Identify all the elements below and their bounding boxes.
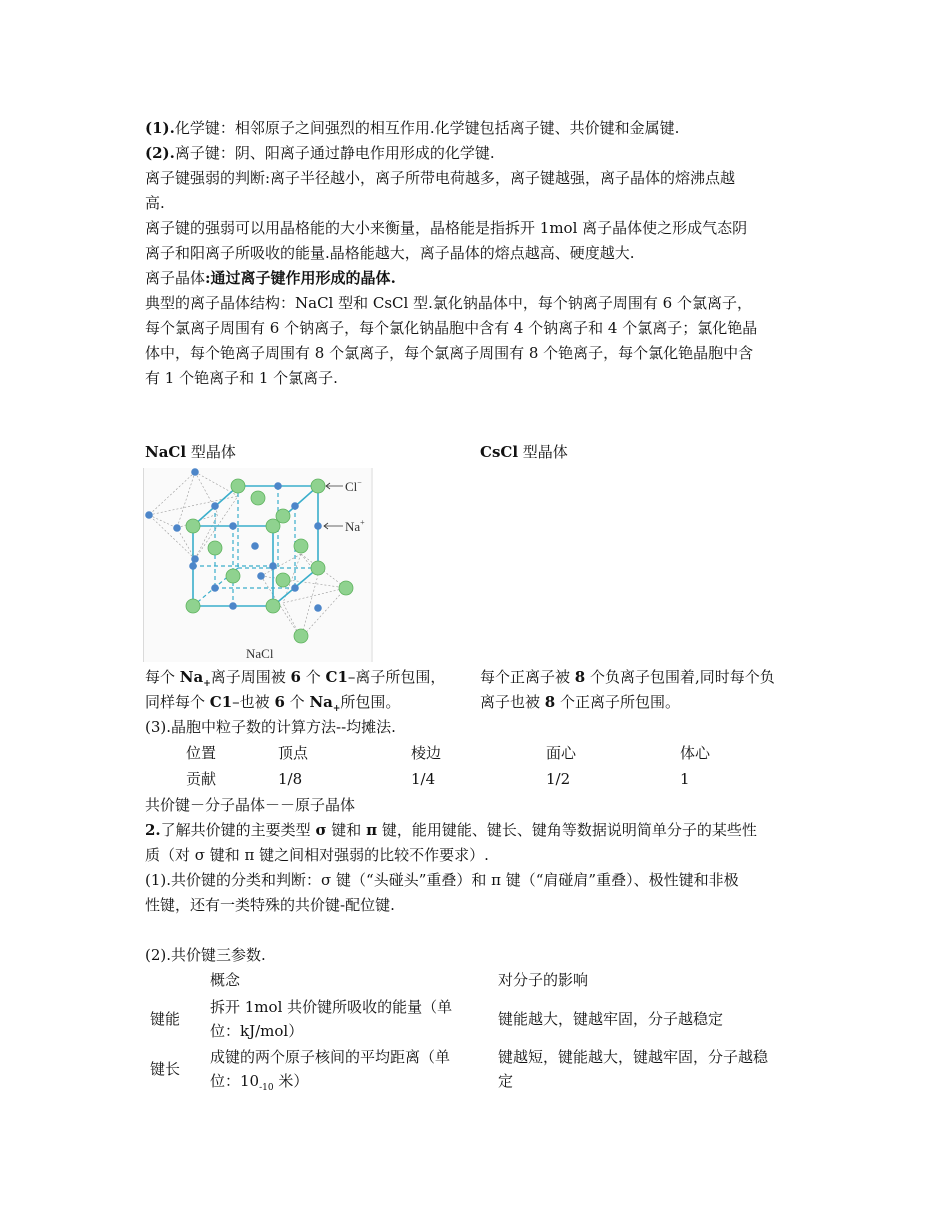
- table-header-cell: 体心: [680, 744, 711, 762]
- paragraph-lattice-energy-2: 离子和阳离子所吸收的能量.晶格能越大，离子晶体的熔点越高、硬度越大.: [145, 244, 635, 262]
- bond-length-effect-2: 定: [498, 1072, 514, 1090]
- counting-method-title: (3).晶胞中粒子数的计算方法--均摊法.: [145, 718, 396, 736]
- bond-energy-name: 键能: [150, 1010, 181, 1028]
- bond-length-concept-1: 成键的两个原子核间的平均距离（单: [210, 1048, 451, 1066]
- params-header-concept: 概念: [210, 971, 241, 989]
- table-value-cell: 1: [680, 770, 690, 788]
- paragraph-ionic-strength-1: 离子键强弱的判断:离子半径越小，离子所带电荷越多，离子键越强，离子晶体的熔沸点越: [145, 169, 736, 187]
- chloride-label: Cl−: [345, 478, 362, 494]
- nacl-header: NaCl 型晶体: [145, 443, 236, 461]
- paragraph-ionic-bond: (2).离子键：阴、阳离子通过静电作用形成的化学键.: [145, 144, 495, 162]
- sodium-label: Na+: [345, 518, 365, 534]
- paragraph-typical-structure-4: 有 1 个铯离子和 1 个氯离子.: [145, 369, 338, 387]
- nacl-structure-figure: [143, 468, 373, 662]
- bond-energy-concept-2: 位：kJ/mol）: [210, 1022, 304, 1040]
- cscl-header: CsCl 型晶体: [480, 443, 568, 461]
- nacl-caption-line-2: 同样每个 C1–也被 6 个 $Na_+$所包围。: [145, 693, 401, 714]
- table-value-cell: 1/4: [411, 770, 436, 788]
- cscl-caption-line-1: 每个正离子被 8 个负离子包围着,同时每个负: [480, 668, 775, 686]
- table-header-cell: 棱边: [411, 744, 442, 762]
- paragraph-lattice-energy-1: 离子键的强弱可以用晶格能的大小来衡量，晶格能是指拆开 1mol 离子晶体使之形成气态阴: [145, 219, 748, 237]
- nacl-caption-line-1: 每个 $Na_+$离子周围被 6 个 C1–离子所包围，: [145, 668, 446, 689]
- table-value-cell: 1/2: [546, 770, 571, 788]
- cscl-caption-line-2: 离子也被 8 个正离子所包围。: [480, 693, 680, 711]
- covalent-types-line-1: 2.了解共价键的主要类型 σ 键和 π 键，能用键能、键长、键角等数据说明简单分子的某些性: [145, 821, 757, 839]
- figure-caption: NaCl: [246, 646, 274, 661]
- paragraph-ionic-crystal: 离子晶体:通过离子键作用形成的晶体.: [145, 269, 396, 287]
- paragraph-typical-structure-1: 典型的离子晶体结构：NaCl 型和 CsCl 型.氯化钠晶体中，每个钠离子周围有 6 个氯离子，: [145, 294, 752, 312]
- table-value-cell: 1/8: [278, 770, 303, 788]
- covalent-types-line-2: 质（对 σ 键和 π 键之间相对强弱的比较不作要求）.: [145, 846, 489, 864]
- paragraph-typical-structure-3: 体中，每个铯离子周围有 8 个氯离子，每个氯离子周围有 8 个铯离子，每个氯化铯晶胞中含: [145, 344, 754, 362]
- table-value-cell: 贡献: [186, 770, 217, 788]
- paragraph-typical-structure-2: 每个氯离子周围有 6 个钠离子，每个氯化钠晶胞中含有 4 个钠离子和 4 个氯离子；氯化铯晶: [145, 319, 758, 337]
- paragraph-chemical-bond: (1).化学键：相邻原子之间强烈的相互作用.化学键包括离子键、共价键和金属键.: [145, 119, 680, 137]
- bond-energy-effect: 键能越大，键越牢固，分子越稳定: [498, 1010, 724, 1028]
- covalent-classification-1: (1).共价键的分类和判断：σ 键（“头碰头”重叠）和 π 键（“肩碰肩”重叠）、极性键和非极: [145, 871, 739, 889]
- params-header-effect: 对分子的影响: [498, 971, 589, 989]
- bond-length-effect-1: 键越短，键能越大，键越牢固，分子越稳: [498, 1048, 769, 1066]
- bond-length-name: 键长: [150, 1060, 181, 1078]
- bond-energy-concept-1: 拆开 1mol 共价键所吸收的能量（单: [210, 998, 453, 1016]
- table-header-cell: 顶点: [278, 744, 309, 762]
- table-header-cell: 面心: [546, 744, 577, 762]
- paragraph-ionic-strength-2: 高.: [145, 194, 165, 212]
- covalent-classification-2: 性键，还有一类特殊的共价键-配位键.: [145, 896, 395, 914]
- covalent-title: 共价键－分子晶体－－原子晶体: [145, 796, 356, 814]
- nacl-lattice-diagram: [143, 468, 373, 662]
- bond-length-concept-2: 位：$10_{-10}$ 米）: [210, 1072, 309, 1093]
- table-header-cell: 位置: [186, 744, 217, 762]
- covalent-parameters-title: (2).共价键三参数.: [145, 946, 266, 964]
